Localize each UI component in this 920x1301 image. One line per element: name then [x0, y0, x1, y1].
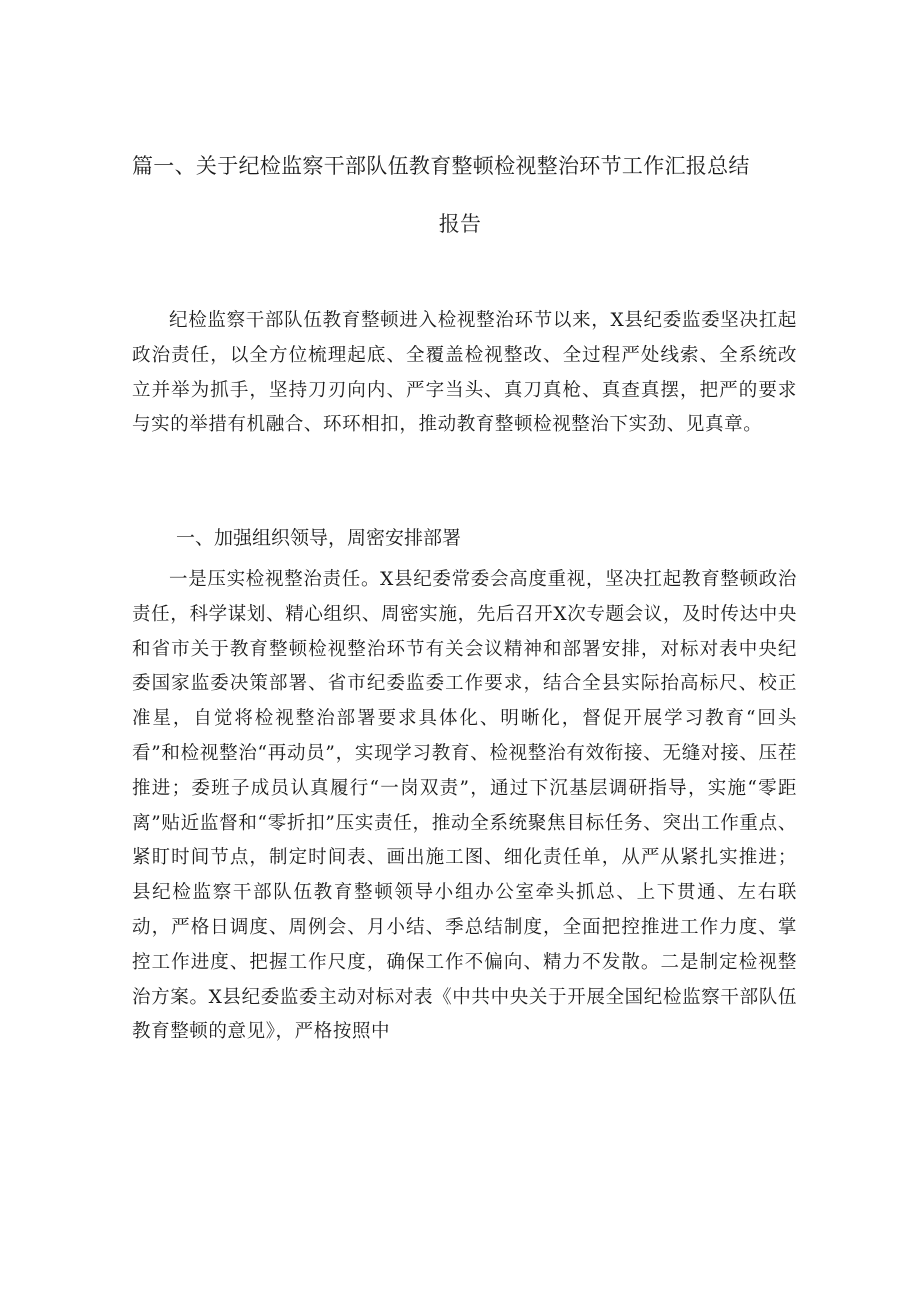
intro-paragraph: 纪检监察干部队伍教育整顿进入检视整治环节以来，X县纪委监委坚决扛起政治责任，以全方位梳理起底、全覆盖检视整改、全过程严处线索、全系统改立并举为抓手，坚持刀刃向内、严字当头、真刀真枪、真查真摆，把严的要求与实的举措有机融合、环环相扣，推动教育整顿检视整治下实劲、见真章。: [132, 310, 797, 436]
section-paragraph: 一是压实检视整治责任。X县纪委常委会高度重视，坚决扛起教育整顿政治责任，科学谋划、精心组织、周密实施，先后召开X次专题会议，及时传达中央和省市关于教育整顿检视整治环节有关会议精神和部署安排，对标对表中央纪委国家监委决策部署、省市纪委监委工作要求，结合全县实际抬高标尺、校正准星，自觉将检视整治部署要求具体化、明晰化，督促开展学习教育“回头看”和检视整治“再动员”，实现学习教育、检视整治有效衔接、无缝对接、压茬推进；委班子成员认真履行“一岗双责”，通过下沉基层调研指导，实施“零距离”贴近监督和“零折扣”压实责任，推动全系统聚焦目标任务、突出工作重点、紧盯时间节点，制定时间表、画出施工图、细化责任单，从严从紧扎实推进；县纪检监察干部队伍教育整顿领导小组办公室牵头抓总、上下贯通、左右联动，严格日调度、周例会、月小结、季总结制度，全面把控推进工作力度、掌控工作进度、把握工作尺度，确保工作不偏向、精力不发散。二是制定检视整治方案。X县纪委监委主动对标对表《中共中央关于开展全国纪检监察干部队伍教育整顿的意见》，严格按照中: [132, 569, 797, 1043]
document-title-line2: 报告: [438, 212, 482, 236]
section-heading: 一、加强组织领导，周密安排部署: [176, 527, 462, 549]
document-title-line1: 篇一、关于纪检监察干部队伍教育整顿检视整治环节工作汇报总结: [132, 154, 750, 178]
